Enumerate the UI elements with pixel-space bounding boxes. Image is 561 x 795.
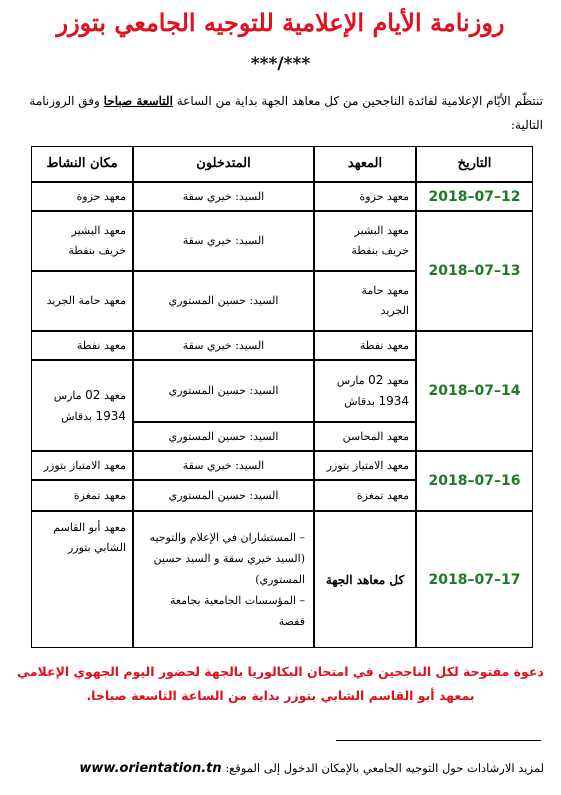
date-cell: 2018–07–12 (416, 182, 533, 211)
institute-cell: معهد حزوة (314, 182, 416, 211)
date-cell: 2018–07–17 (416, 511, 533, 648)
footer-note (24, 758, 544, 779)
institute-cell: معهد المحاسن (314, 422, 416, 451)
speaker-cell: السيد: حسين المستوري (133, 480, 314, 511)
header-venue: مكان النشاط (31, 146, 133, 182)
speaker-line: (السيد خيري سقة و السيد حسين (153, 552, 305, 565)
venue-cell: معهد تمغزة (31, 480, 133, 511)
intro-line2: التالية: (510, 118, 543, 132)
institute-cell (314, 211, 416, 271)
invitation-line: بمعهد أبو القاسم الشابي بتوزر بداية من الساعة التاسعة صباحا. (86, 688, 475, 703)
schedule-table (31, 146, 533, 648)
header-date: التاريخ (416, 146, 533, 182)
venue-cell: معهد حزوة (31, 182, 133, 211)
speaker-cell: السيد: خيري سقة (133, 331, 314, 360)
date-cell: 2018–07–14 (416, 331, 533, 451)
speaker-line: قفصة (278, 615, 305, 628)
institute-text: معهد حامة الجريد (361, 284, 409, 317)
speaker-line: – المؤسسات الجامعية بجامعة (169, 594, 305, 607)
speaker-cell: السيد: حسين المستوري (133, 360, 314, 422)
institute-cell (314, 360, 416, 422)
venue-text: معهد 02 مارس 1934 بدقاش (53, 387, 126, 423)
footer-text: لمزيد الارشادات حول التوجيه الجامعي بالإمكان الدخول إلى الموقع: (225, 761, 544, 775)
intro-highlight: التاسعة صباحا (103, 94, 173, 108)
invitation-notice (0, 660, 561, 708)
venue-cell: معهد الامتياز بتوزر (31, 451, 133, 480)
date-cell: 2018–07–16 (416, 451, 533, 511)
institute-cell (314, 271, 416, 331)
venue-cell: معهد نفطة (31, 331, 133, 360)
speaker-cell: السيد: خيري سقة (133, 211, 314, 271)
venue-cell (31, 211, 133, 271)
institute-cell: كل معاهد الجهة (314, 511, 416, 648)
speaker-cell: السيد: حسين المستوري (133, 422, 314, 451)
footer-divider (336, 740, 541, 741)
institute-cell: معهد تمغزة (314, 480, 416, 511)
venue-cell: معهد حامة الجريد (31, 271, 133, 331)
venue-text: معهد البشير خريف بنفطة (68, 224, 126, 257)
intro-text-end: وفق الروزنامة (29, 94, 104, 108)
institute-text: معهد 02 مارس 1934 بدقاش (336, 373, 409, 408)
institute-cell: معهد نفطة (314, 331, 416, 360)
speaker-cell: السيد: خيري سقة (133, 451, 314, 480)
separator: ***/*** (250, 54, 311, 74)
page-title: روزنامة الأيام الإعلامية للتوجيه الجامعي بتوزر (56, 8, 505, 37)
header-institute: المعهد (314, 146, 416, 182)
date-cell: 2018–07–13 (416, 211, 533, 331)
venue-cell (31, 360, 133, 451)
website-link[interactable]: www.orientation.tn (79, 761, 222, 776)
venue-text: معهد أبو القاسم الشابي بتوزر (53, 521, 126, 554)
speaker-cell (133, 511, 314, 648)
institute-cell: معهد الامتياز بتوزر (314, 451, 416, 480)
institute-text: معهد البشير خريف بنفطة (351, 224, 409, 257)
speaker-line: – المستشاران في الإعلام والتوجيه (149, 531, 305, 544)
header-speakers: المتدخلون (133, 146, 314, 182)
speaker-cell: السيد: حسين المستوري (133, 271, 314, 331)
venue-cell (31, 511, 133, 648)
speaker-cell: السيد: خيري سقة (133, 182, 314, 211)
speaker-line: المستوري) (255, 573, 305, 586)
intro-paragraph (15, 89, 543, 137)
intro-text: تنتظّم الأيّام الإعلامية لفائدة الناجحين من كل معاهد الجهة بداية من الساعة (172, 94, 543, 108)
invitation-line: دعوة مفتوحة لكل الناجحين في امتحان البكالوريا بالجهة لحضور اليوم الجهوي الإعلامي (17, 664, 544, 679)
